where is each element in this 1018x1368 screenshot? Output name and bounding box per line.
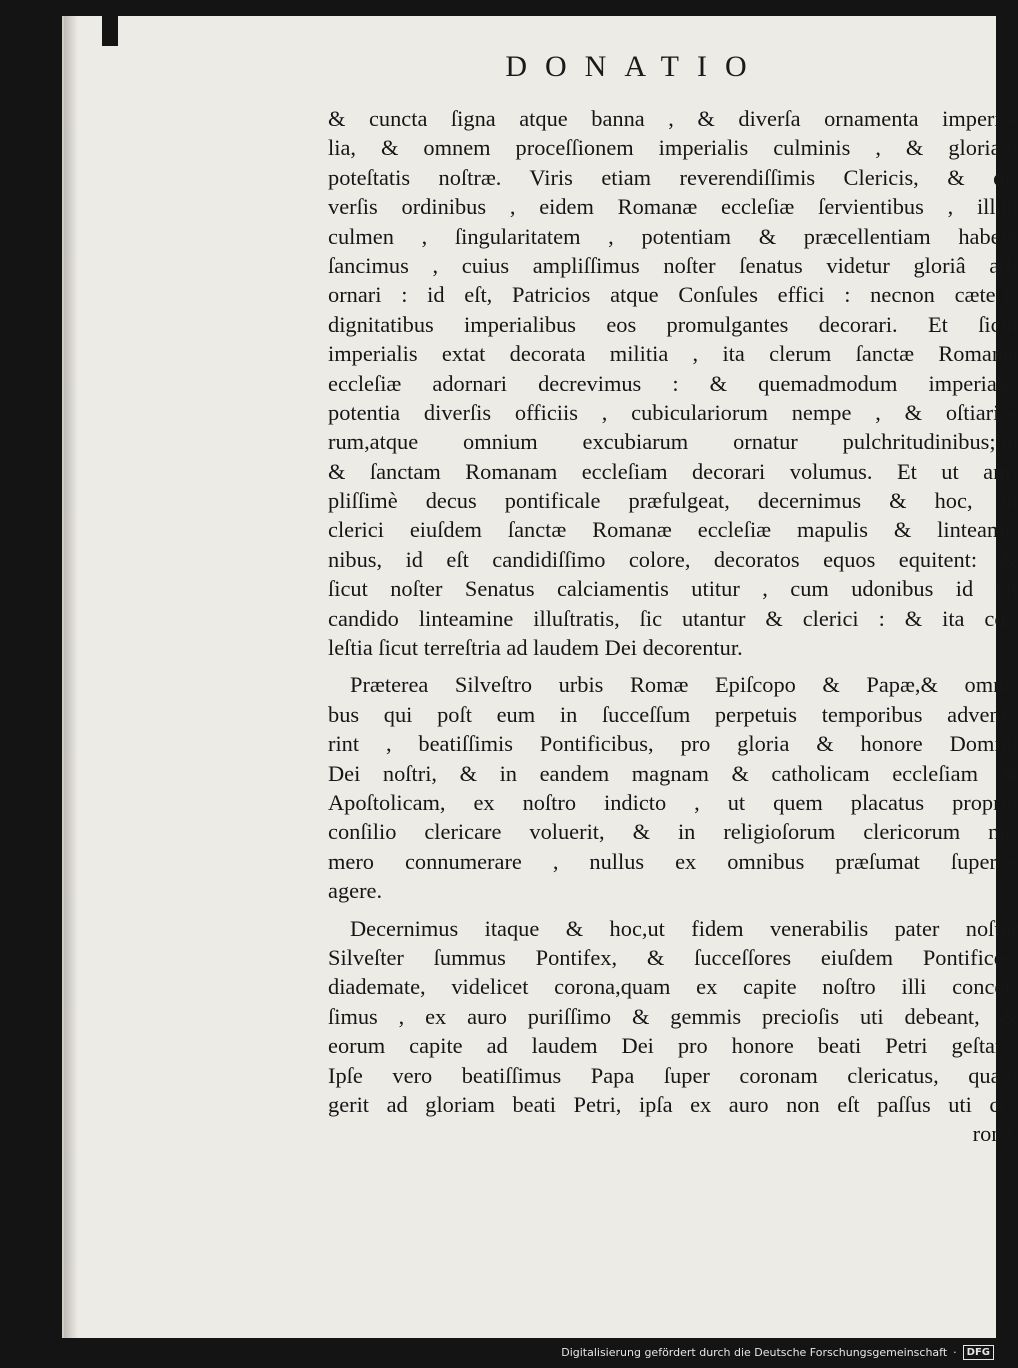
text-line: gerit ad gloriam beati Petri, ipſa ex auro non eſt paſſus uti co- bbox=[328, 1091, 1018, 1117]
text-line: eccleſiæ adornari decrevimus : & quemadmodum imperialis bbox=[328, 370, 1018, 396]
text-line: rum,atque omnium excubiarum ornatur pulchritudinibus;ita bbox=[328, 429, 1018, 455]
text-line: ſicut noſter Senatus calciamentis utitur , cum udonibus id eſt bbox=[328, 576, 1018, 602]
text-line: Dei noſtri, & in eandem magnam & catholicam eccleſiam & bbox=[328, 760, 1018, 786]
text-line: dignitatibus imperialibus eos promulgantes decorari. Et ſicut bbox=[328, 311, 1018, 337]
text-line: Decernimus itaque & hoc,ut fidem venerabilis pater noſter bbox=[350, 915, 1018, 941]
text-line: Præterea Silveſtro urbis Romæ Epiſcopo & Papæ,& omni- bbox=[350, 672, 1018, 698]
text-line: eorum capite ad laudem Dei pro honore beati Petri geſtare. bbox=[328, 1033, 1018, 1059]
text-line: Ipſe vero beatiſſimus Papa ſuper coronam clericatus, quam bbox=[328, 1062, 1018, 1088]
text-line: mero connumerare , nullus ex omnibus præſumat ſuperbè bbox=[328, 848, 1018, 874]
paragraph-1 bbox=[328, 104, 1018, 662]
catchword: rona. bbox=[972, 1121, 1018, 1147]
text-line: bus qui poſt eum in ſucceſſum perpetuis temporibus advene- bbox=[328, 701, 1018, 727]
text-line: candido linteamine illuſtratis, ſic utantur & clerici : & ita cœ- bbox=[328, 605, 1018, 631]
body-text bbox=[328, 104, 1018, 1149]
text-line: poteſtatis noſtræ. Viris etiam reverendiſſimis Clericis, & di- bbox=[328, 164, 1018, 190]
text-line: ſancimus , cuius ampliſſimus noſter ſenatus videtur gloriâ ad- bbox=[328, 252, 1018, 278]
paragraph-3 bbox=[328, 914, 1018, 1120]
text-line: potentia diverſis officiis , cubiculariorum nempe , & oſtiario- bbox=[328, 399, 1018, 425]
text-line: ornari : id eſt, Patricios atque Conſules effici : necnon cæteris bbox=[328, 282, 1018, 308]
text-line: & cuncta ſigna atque banna , & diverſa ornamenta imperia- bbox=[328, 106, 1018, 131]
text-line: pliſſimè decus pontificale præfulgeat, decernimus & hoc, ut bbox=[328, 488, 1018, 514]
text-line: ſimus , ex auro puriſſimo & gemmis precioſis uti debeant, & bbox=[328, 1003, 1018, 1029]
text-line: conſilio clericare voluerit, & in religioſorum clericorum nu- bbox=[328, 819, 1018, 845]
text-line: Apoſtolicam, ex noſtro indicto , ut quem placatus proprio bbox=[328, 789, 1018, 815]
text-line: culmen , ſingularitatem , potentiam & præcellentiam habere bbox=[328, 223, 1018, 249]
book-page bbox=[62, 16, 1018, 1338]
dfg-logo-icon: DFG bbox=[963, 1345, 994, 1360]
page-tab-mark bbox=[102, 16, 118, 46]
text-line: Silveſter ſummus Pontifex, & ſucceſſores eiuſdem Pontifices, bbox=[328, 944, 1018, 970]
text-line: nibus, id eſt candidiſſimo colore, decoratos equos equitent: & bbox=[328, 546, 1018, 572]
text-line: imperialis extat decorata militia , ita clerum ſanctæ Romanæ bbox=[328, 341, 1018, 367]
text-line: lia, & omnem proceſſionem imperialis culminis , & gloriam bbox=[328, 135, 1018, 161]
running-head: DONATIO bbox=[505, 50, 765, 83]
text-line: diademate, videlicet corona,quam ex capite noſtro illi conceſ- bbox=[328, 974, 1018, 1000]
footer-credit: Digitalisierung gefördert durch die Deutsche Forschungsgemeinschaft bbox=[561, 1345, 948, 1359]
text-line: clerici eiuſdem ſanctæ Romanæ eccleſiæ mapulis & linteami- bbox=[328, 517, 1018, 543]
text-line: rint , beatiſſimis Pontificibus, pro gloria & honore Domini bbox=[328, 731, 1018, 757]
text-line: verſis ordinibus , eidem Romanæ eccleſiæ ſervientibus , illud bbox=[328, 194, 1018, 220]
digitization-footer: Digitalisierung gefördert durch die Deutsche Forschungsgemeinschaft · DFG bbox=[561, 1342, 1000, 1362]
text-line: & ſanctam Romanam eccleſiam decorari volumus. Et ut am- bbox=[328, 458, 1018, 484]
text-line: agere. bbox=[328, 878, 383, 904]
paragraph-2 bbox=[328, 670, 1018, 905]
text-line: leſtia ſicut terreſtria ad laudem Dei decorentur. bbox=[328, 635, 743, 661]
